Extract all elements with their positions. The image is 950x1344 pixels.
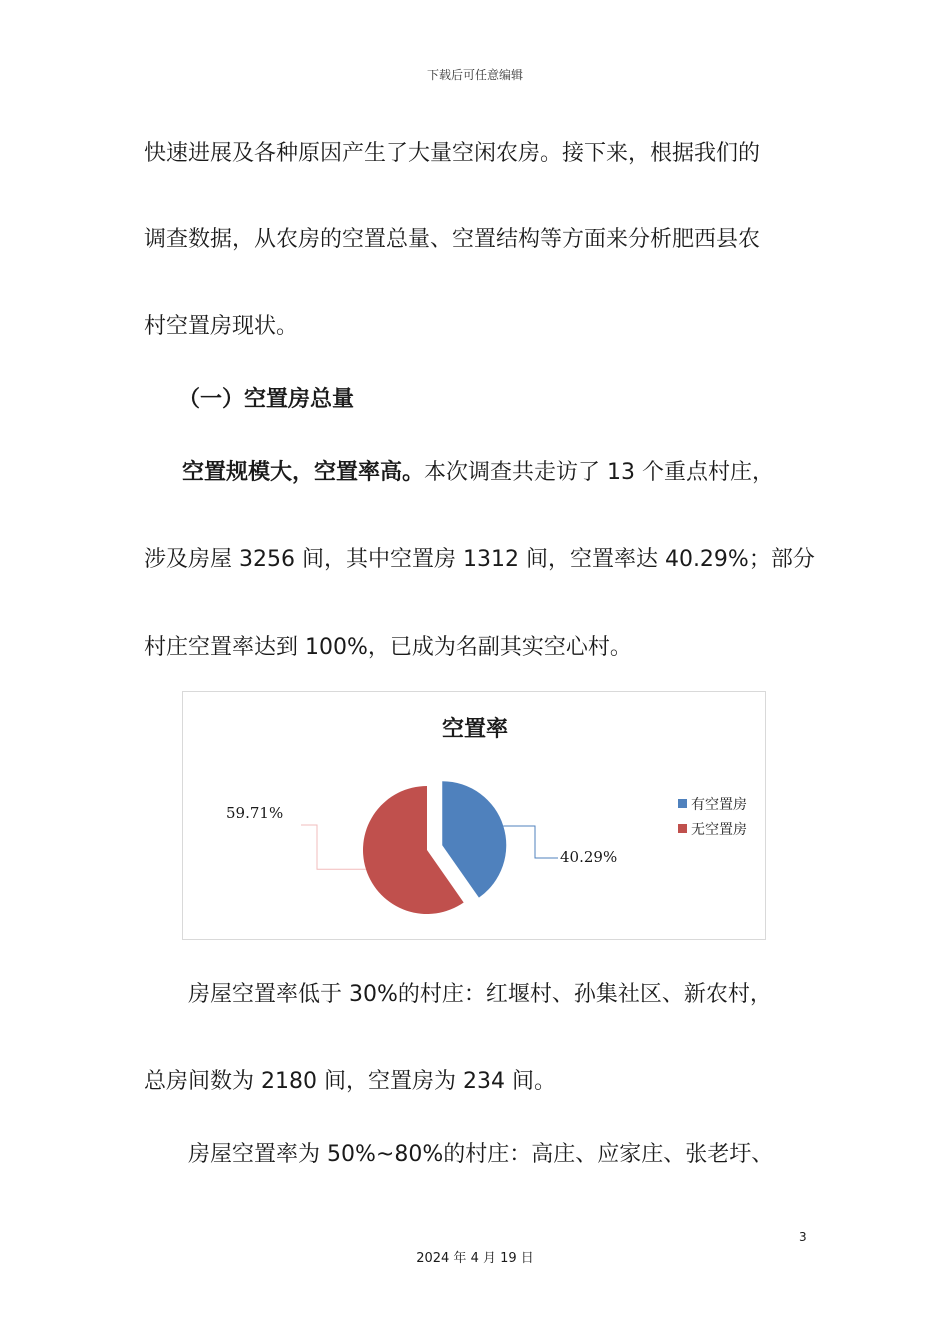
legend-swatch [678,824,687,833]
leader-line-1 [503,826,558,858]
legend [678,796,747,838]
section-heading: （一）空置房总量 [178,387,355,412]
body-line: 快速进展及各种原因产生了大量空闲农房。接下来，根据我们的 [144,141,761,166]
pie-chart [182,691,766,940]
legend-entry: 无空置房 [691,822,747,838]
body-line: 总房间数为 2180 间，空置房为 234 间。 [144,1069,556,1094]
body-line: 村庄空置率达到 100%，已成为名副其实空心村。 [144,635,632,660]
body-text: 本次调查共走访了 13 个重点村庄， [424,460,774,485]
page-number: 3 [799,1230,807,1244]
pie-chart-canvas [183,692,767,941]
emphasis-text: 空置规模大，空置率高。 [182,460,425,485]
data-label: 59.71% [226,804,284,822]
legend-swatch [678,799,687,808]
body-line: 村空置房现状。 [144,314,299,339]
chart-title: 空置率 [441,717,509,742]
body-line: 房屋空置率低于 30%的村庄：红堰村、孙集社区、新农村， [188,982,772,1007]
body-line: 房屋空置率为 50%~80%的村庄：高庄、应家庄、张老圩、 [188,1142,774,1167]
leader-line-2 [301,825,366,869]
page-header: 下载后可任意编辑 [426,68,523,82]
footer-date: 2024 年 4 月 19 日 [416,1251,534,1266]
data-label: 40.29% [560,848,618,866]
body-line [182,455,774,486]
pie-slices [363,781,506,914]
legend-entry: 有空置房 [691,797,747,813]
pie-slice-1 [442,781,506,897]
body-line: 调查数据，从农房的空置总量、空置结构等方面来分析肥西县农 [144,227,761,252]
body-line: 涉及房屋 3256 间，其中空置房 1312 间，空置率达 40.29%；部分 [144,547,815,572]
